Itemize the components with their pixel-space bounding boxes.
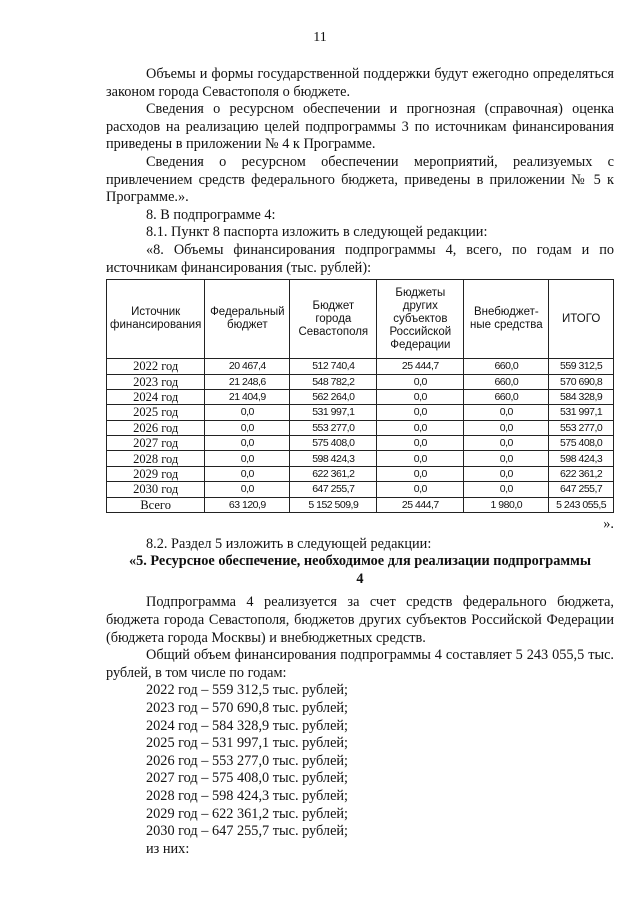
list-item: 2028 год – 598 424,3 тыс. рублей; <box>146 787 349 804</box>
table-cell: 548 782,2 <box>290 374 377 389</box>
table-cell: 0,0 <box>377 405 464 420</box>
section-title: «5. Ресурсное обеспечение, необходимое для реализации подпрограммы 4 <box>128 553 592 587</box>
table-cell: 553 277,0 <box>290 420 377 435</box>
table-cell: 0,0 <box>377 374 464 389</box>
table-header-row <box>107 280 614 359</box>
paragraph-item-8-2: 8.2. Раздел 5 изложить в следующей редакции: <box>146 535 432 552</box>
table-cell: 660,0 <box>464 389 549 404</box>
table-cell: 0,0 <box>377 451 464 466</box>
list-item: 2023 год – 570 690,8 тыс. рублей; <box>146 699 349 716</box>
table-row <box>107 389 614 404</box>
table-cell: 0,0 <box>464 451 549 466</box>
table-cell: 5 152 509,9 <box>290 497 377 512</box>
table-cell: 0,0 <box>377 482 464 497</box>
table-cell: 1 980,0 <box>464 497 549 512</box>
header-source: Источник финансирования <box>107 280 205 359</box>
table-cell: 0,0 <box>205 436 290 451</box>
table-cell: 598 424,3 <box>290 451 377 466</box>
table-row <box>107 405 614 420</box>
years-list <box>106 682 614 858</box>
paragraph-financing-volumes: «8. Объемы финансирования подпрограммы 4, всего, по годам и по источникам финансирования (тыс. рублей): <box>106 241 614 276</box>
table-row-label: 2022 год <box>107 359 205 374</box>
table-cell: 622 361,2 <box>290 466 377 481</box>
table-cell: 0,0 <box>464 482 549 497</box>
table-cell: 660,0 <box>464 374 549 389</box>
paragraph-federal-funds: Сведения о ресурсном обеспечении мероприятий, реализуемых с привлечением средств федерального бюджета, приведены в приложении № 5 к Программе.». <box>106 153 614 206</box>
table-row-label: 2025 год <box>107 405 205 420</box>
table-cell: 562 264,0 <box>290 389 377 404</box>
list-item: 2024 год – 584 328,9 тыс. рублей; <box>146 717 349 734</box>
table-row <box>107 466 614 481</box>
table-cell: 584 328,9 <box>549 389 614 404</box>
header-other-regions: Бюджеты других субъектов Российской Федерации <box>377 280 464 359</box>
paragraph-item-8-1: 8.1. Пункт 8 паспорта изложить в следующей редакции: <box>146 224 488 241</box>
document-body <box>106 66 614 858</box>
table-cell: 0,0 <box>464 405 549 420</box>
table-cell: 0,0 <box>205 466 290 481</box>
table-row-label: 2029 год <box>107 466 205 481</box>
table-cell: 21 404,9 <box>205 389 290 404</box>
list-item: 2027 год – 575 408,0 тыс. рублей; <box>146 770 349 787</box>
paragraph-funding-sources: Подпрограмма 4 реализуется за счет средств федерального бюджета, бюджета города Севастополя, бюджетов других субъектов Российской Федерации (бюджета города Москвы) и внебюджетных средств. <box>106 594 614 646</box>
table-row-label: 2023 год <box>107 374 205 389</box>
list-item: 2022 год – 559 312,5 тыс. рублей; <box>146 682 349 699</box>
table-body <box>107 359 614 513</box>
table-cell: 0,0 <box>205 451 290 466</box>
financing-table <box>106 279 614 513</box>
table-cell: 0,0 <box>377 420 464 435</box>
paragraph-subprogram-4: 8. В подпрограмме 4: <box>146 206 276 223</box>
list-item: 2026 год – 553 277,0 тыс. рублей; <box>146 752 349 769</box>
table-cell: 0,0 <box>464 466 549 481</box>
table-cell: 0,0 <box>464 436 549 451</box>
table-cell: 570 690,8 <box>549 374 614 389</box>
table-row <box>107 482 614 497</box>
table-cell: 647 255,7 <box>290 482 377 497</box>
table-cell: 598 424,3 <box>549 451 614 466</box>
table-cell: 647 255,7 <box>549 482 614 497</box>
table-cell: 5 243 055,5 <box>549 497 614 512</box>
table-cell: 559 312,5 <box>549 359 614 374</box>
table-row <box>107 451 614 466</box>
table-row-label: 2024 год <box>107 389 205 404</box>
final-line: из них: <box>146 840 190 857</box>
table-cell: 25 444,7 <box>377 497 464 512</box>
table-row-label: Всего <box>107 497 205 512</box>
table-row-label: 2028 год <box>107 451 205 466</box>
table-cell: 63 120,9 <box>205 497 290 512</box>
table-row <box>107 497 614 512</box>
table-cell: 0,0 <box>205 420 290 435</box>
table-cell: 622 361,2 <box>549 466 614 481</box>
header-total: ИТОГО <box>549 280 614 359</box>
list-item: 2030 год – 647 255,7 тыс. рублей; <box>146 823 349 840</box>
table-cell: 25 444,7 <box>377 359 464 374</box>
closing-quote: ». <box>603 516 614 533</box>
table-cell: 553 277,0 <box>549 420 614 435</box>
table-row <box>107 359 614 374</box>
list-item: 2029 год – 622 361,2 тыс. рублей; <box>146 805 349 822</box>
table-cell: 0,0 <box>377 466 464 481</box>
table-cell: 21 248,6 <box>205 374 290 389</box>
table-cell: 512 740,4 <box>290 359 377 374</box>
list-item: 2025 год – 531 997,1 тыс. рублей; <box>146 735 349 752</box>
table-cell: 0,0 <box>377 436 464 451</box>
table-cell: 0,0 <box>205 482 290 497</box>
paragraph-resource-estimate: Сведения о ресурсном обеспечении и прогнозная (справочная) оценка расходов на реализацию целей подпрограммы 3 по источникам финансирования приведены в приложении № 4 к Программе. <box>106 101 614 153</box>
header-federal: Федеральный бюджет <box>205 280 290 359</box>
table-row <box>107 420 614 435</box>
table-row <box>107 374 614 389</box>
paragraph-total-volume: Общий объем финансирования подпрограммы 4 составляет 5 243 055,5 тыс. рублей, в том числе по годам: <box>106 647 614 681</box>
table-cell: 531 997,1 <box>549 405 614 420</box>
table-cell: 20 467,4 <box>205 359 290 374</box>
table-cell: 575 408,0 <box>549 436 614 451</box>
table-cell: 0,0 <box>464 420 549 435</box>
header-city: Бюджет города Севастополя <box>290 280 377 359</box>
table-cell: 531 997,1 <box>290 405 377 420</box>
table-cell: 0,0 <box>377 389 464 404</box>
table-row <box>107 436 614 451</box>
table-row-label: 2030 год <box>107 482 205 497</box>
table-cell: 575 408,0 <box>290 436 377 451</box>
page-number: 11 <box>313 30 327 45</box>
table-cell: 660,0 <box>464 359 549 374</box>
table-row-label: 2027 год <box>107 436 205 451</box>
header-offbudget: Внебюджет-ные средства <box>464 280 549 359</box>
table-row-label: 2026 год <box>107 420 205 435</box>
paragraph-support-forms: Объемы и формы государственной поддержки будут ежегодно определяться законом города Севастополя о бюджете. <box>106 66 614 100</box>
table-cell: 0,0 <box>205 405 290 420</box>
